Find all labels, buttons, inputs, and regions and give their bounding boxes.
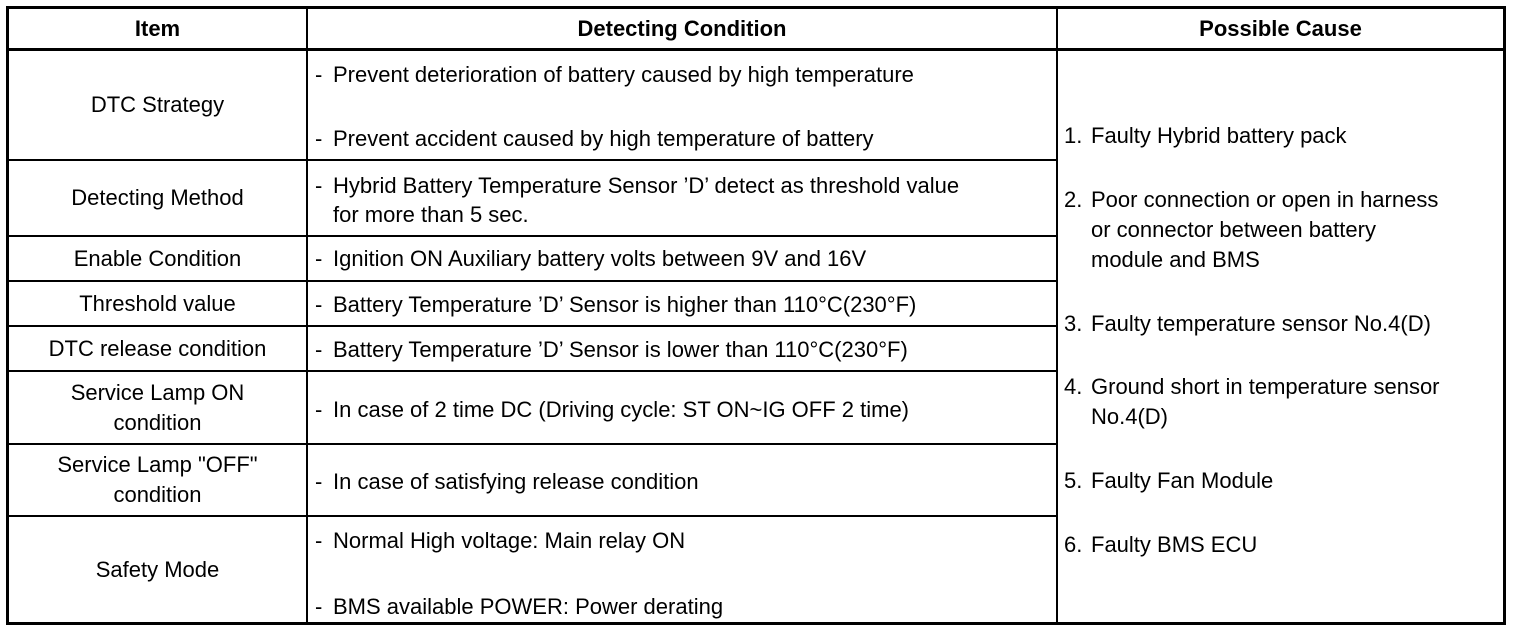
header-possible-cause: Possible Cause [1199,15,1362,41]
cause-text: Poor connection or open in harness [1091,187,1439,212]
item-service-lamp-on [9,372,306,443]
cause-number: 4. [1064,374,1083,399]
bullet-dash: - [315,246,323,271]
cause-number: 1. [1064,123,1083,148]
item-dtc-strategy: DTC Strategy [90,92,225,117]
header-detecting-condition: Detecting Condition [577,15,787,41]
bullet-dash: - [315,292,323,317]
item-line: Service Lamp ON [70,379,245,405]
condition-text: Prevent accident caused by high temperature of battery [333,126,874,151]
condition-text: In case of 2 time DC (Driving cycle: ST ON~IG OFF 2 time) [333,397,910,422]
bullet-dash: - [315,337,323,362]
bullet-dash: - [315,528,323,553]
bullet-dash: - [315,62,323,87]
cause-number: 2. [1064,187,1083,212]
cause-text: No.4(D) [1091,404,1169,429]
cause-text: or connector between battery [1091,217,1376,242]
condition-text: Battery Temperature ’D’ Sensor is lower than 110°C(230°F) [333,337,908,362]
bullet-dash: - [315,469,323,494]
item-enable-condition: Enable Condition [73,245,242,271]
column-divider [306,9,308,622]
item-dtc-release-condition: DTC release condition [48,335,267,361]
cause-number: 5. [1064,468,1083,493]
condition-text: Prevent deterioration of battery caused by high temperature [333,62,914,87]
bullet-dash: - [315,397,323,422]
condition-text: for more than 5 sec. [333,202,529,227]
condition-text: Battery Temperature ’D’ Sensor is higher than 110°C(230°F) [333,292,917,317]
condition-text: BMS available POWER: Power derating [333,594,724,619]
header-item: Item [134,15,181,41]
cause-text: Faulty Hybrid battery pack [1091,123,1347,148]
cause-text: module and BMS [1091,247,1260,272]
item-line: Service Lamp "OFF" [57,452,258,477]
bullet-dash: - [315,126,323,151]
cause-text: Faulty Fan Module [1091,468,1274,493]
item-service-lamp-off [9,445,306,515]
item-safety-mode: Safety Mode [95,556,220,582]
cause-text: Faulty temperature sensor No.4(D) [1091,311,1431,336]
condition-text: Normal High voltage: Main relay ON [333,528,686,553]
item-line: condition [113,409,202,435]
item-detecting-method: Detecting Method [71,185,244,210]
bullet-dash: - [315,173,323,198]
cause-text: Faulty BMS ECU [1091,532,1258,557]
item-line: condition [113,482,202,507]
cause-number: 3. [1064,311,1083,336]
cause-text: Ground short in temperature sensor [1091,374,1440,399]
bullet-dash: - [315,594,323,619]
cause-number: 6. [1064,532,1083,557]
diagnostic-table [6,6,1506,625]
item-threshold-value: Threshold value [79,290,236,316]
condition-text: Hybrid Battery Temperature Sensor ’D’ detect as threshold value [333,173,960,198]
column-divider [1056,9,1058,622]
condition-text: Ignition ON Auxiliary battery volts between 9V and 16V [333,246,867,271]
condition-text: In case of satisfying release condition [333,469,699,494]
